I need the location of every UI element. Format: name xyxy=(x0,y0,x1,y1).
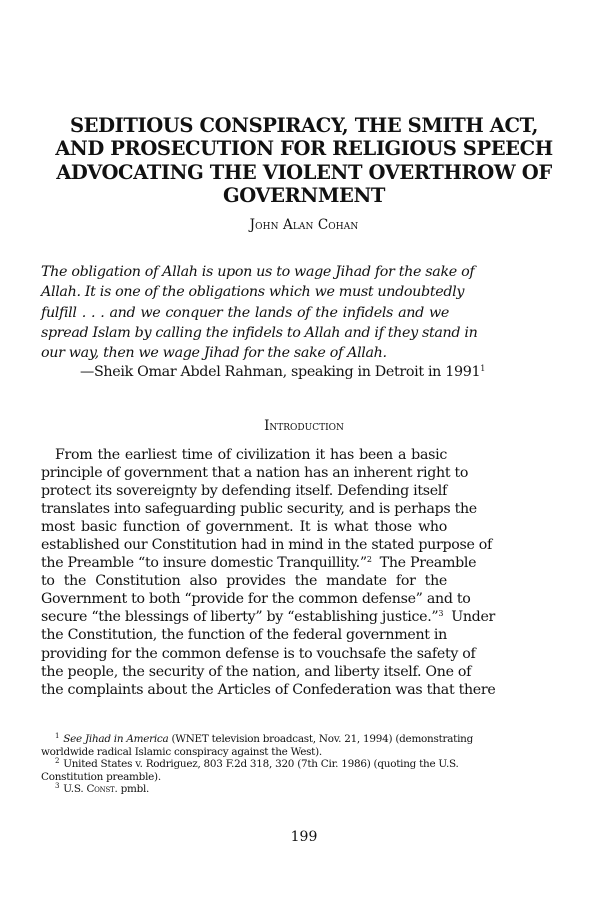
footnote-1 xyxy=(41,732,474,746)
footnote-text: (WNET television broadcast, Nov. 21, 1994) (demonstrating xyxy=(171,733,474,745)
footnote-number: 2 xyxy=(55,757,60,766)
footnote-ref[interactable]: 3 xyxy=(438,609,444,619)
body-line xyxy=(41,608,496,626)
epigraph-line: The obligation of Allah is upon us to wage Jihad for the sake of xyxy=(41,264,475,280)
footnote-number: 1 xyxy=(55,732,60,740)
footnote-ref[interactable]: 2 xyxy=(366,555,372,565)
body-line: translates into safeguarding public security, and is perhaps the xyxy=(41,501,477,518)
body-line: principle of government that a nation has an inherent right to xyxy=(41,465,469,482)
footnote-number: 3 xyxy=(55,782,60,791)
footnotes xyxy=(41,732,474,796)
body-line: most basic function of government. It is what those who xyxy=(41,519,447,536)
footnote-text: United States v. Rodriguez, 803 F.2d 318, 320 (7th Cir. 1986) (quoting the U.S. xyxy=(63,758,459,771)
author-name: John Alan Cohan xyxy=(249,217,359,233)
article-title xyxy=(20,114,588,207)
epigraph-quote xyxy=(41,262,478,363)
footnote-3 xyxy=(41,783,447,796)
epigraph-line: Allah. It is one of the obligations which we must undoubtedly xyxy=(41,284,465,301)
footnote-source-title: Jihad in America xyxy=(84,733,169,745)
body-line: the Constitution, the function of the federal government in xyxy=(41,627,447,644)
epigraph-line: fulfill . . . and we conquer the lands of the infidels and we xyxy=(41,304,449,321)
page-number: 199 xyxy=(290,829,318,845)
body-line-text: The Preamble xyxy=(379,555,477,572)
epigraph-line: spread Islam by calling the infidels to Allah and if they stand in xyxy=(41,324,478,341)
body-line: providing for the common defense is to vouchsafe the safety of xyxy=(41,645,476,662)
footnote-text: . pmbl. xyxy=(114,783,150,796)
footnote-text-smallcaps: Const xyxy=(86,783,115,796)
title-line: AND PROSECUTION FOR RELIGIOUS SPEECH xyxy=(55,137,553,161)
body-line-text: secure “the blessings of liberty” by “establishing justice.” xyxy=(41,609,439,626)
body-line: From the earliest time of civilization it has been a basic xyxy=(55,447,447,463)
body-line xyxy=(41,554,477,572)
footnote-ref[interactable]: 1 xyxy=(480,364,485,373)
body-line: established our Constitution had in mind in the stated purpose of xyxy=(41,537,492,554)
body-line: to the Constitution also provides the mandate for the xyxy=(41,573,447,590)
title-line: SEDITIOUS CONSPIRACY, THE SMITH ACT, xyxy=(69,114,539,137)
section-heading: Introduction xyxy=(264,418,344,434)
footnote-signal: See xyxy=(63,733,82,745)
body-line-text: Under xyxy=(451,609,496,626)
body-line: Government to both “provide for the common defense” and to xyxy=(41,591,471,608)
attribution-text: —Sheik Omar Abdel Rahman, speaking in Detroit in 1991 xyxy=(80,364,481,380)
body-line: the complaints about the Articles of Confederation was that there xyxy=(41,681,496,698)
epigraph-line: our way, then we wage Jihad for the sake of Allah. xyxy=(41,345,387,362)
epigraph-attribution xyxy=(80,364,485,380)
footnote-2 xyxy=(41,757,459,771)
title-line: GOVERNMENT xyxy=(222,183,386,207)
footnote-2-cont: Constitution preamble). xyxy=(41,770,161,783)
footnote-text: U.S. xyxy=(63,783,87,796)
footnote-1-cont: worldwide radical Islamic conspiracy against the West). xyxy=(41,745,322,758)
body-line: the people, the security of the nation, and liberty itself. One of xyxy=(41,663,472,680)
body-line: protect its sovereignty by defending itself. Defending itself xyxy=(41,483,447,500)
title-line: ADVOCATING THE VIOLENT OVERTHROW OF xyxy=(56,160,552,184)
body-line-text: the Preamble “to insure domestic Tranquillity.” xyxy=(41,555,367,572)
body-paragraph xyxy=(41,446,496,699)
